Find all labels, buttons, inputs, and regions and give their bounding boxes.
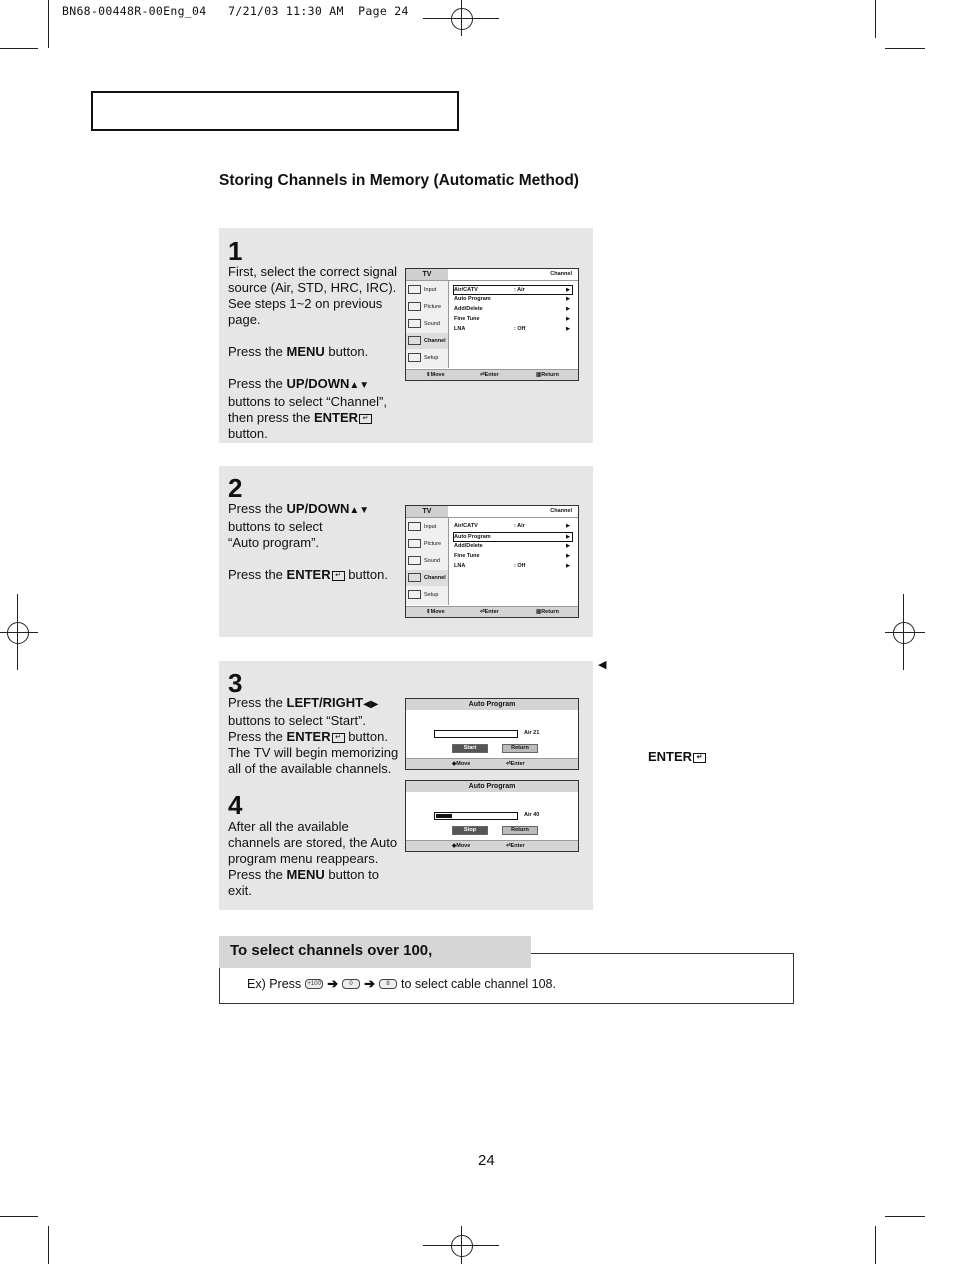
menu-sidebar bbox=[406, 281, 449, 368]
text-line: buttons to select bbox=[228, 519, 323, 534]
menu-item-sound: Sound bbox=[406, 316, 448, 332]
picture-icon bbox=[408, 302, 421, 311]
registration-line bbox=[0, 632, 38, 633]
enter-icon: ↵ bbox=[359, 414, 372, 424]
text-line: exit. bbox=[228, 883, 252, 898]
registration-line bbox=[461, 0, 462, 36]
registration-mark bbox=[451, 1235, 473, 1257]
text-line: Press the UP/DOWN▲▼ bbox=[228, 501, 370, 516]
registration-mark bbox=[893, 622, 915, 644]
return-button: Return bbox=[502, 744, 538, 753]
text-line: See steps 1~2 on previous bbox=[228, 296, 383, 311]
menu-item-input: Input bbox=[406, 282, 448, 298]
stop-button: Stop bbox=[452, 826, 488, 835]
step-1-text bbox=[228, 264, 403, 442]
step-1-number: 1 bbox=[228, 236, 243, 266]
registration-line bbox=[461, 1226, 462, 1264]
menu-item-setup: Setup bbox=[406, 350, 448, 366]
text-line: button. bbox=[228, 426, 268, 441]
crop-mark bbox=[875, 0, 876, 38]
antenna-icon bbox=[408, 336, 421, 345]
menu-title: Channel bbox=[550, 271, 572, 277]
menu-row-add-delete: Add/Delete ▶ bbox=[454, 306, 570, 312]
setup-icon bbox=[408, 353, 421, 362]
menu-row-add-delete: Add/Delete ▶ bbox=[454, 543, 570, 549]
text-line: Press the UP/DOWN▲▼ bbox=[228, 376, 370, 391]
progress-bar bbox=[434, 730, 518, 738]
tv-tab: TV bbox=[406, 269, 448, 280]
crop-mark bbox=[48, 1226, 49, 1264]
enter-icon: ↵ bbox=[693, 753, 706, 763]
text-line: Press the LEFT/RIGHT◀▶ bbox=[228, 695, 379, 710]
menu-item-setup: Setup bbox=[406, 587, 448, 603]
auto-program-footer: ◆ Move ⏎ Enter bbox=[406, 758, 578, 769]
menu-footer: ⇕ Move ⏎ Enter ▥ Return bbox=[406, 369, 578, 380]
text-line: then press the ENTER ↵ bbox=[228, 410, 403, 426]
auto-program-footer: ◆ Move ⏎ Enter bbox=[406, 840, 578, 851]
text-line: After all the available bbox=[228, 819, 349, 834]
menu-row-lna: LNA : Off ▶ bbox=[454, 326, 570, 332]
text-line: First, select the correct signal bbox=[228, 264, 398, 279]
menu-title: Channel bbox=[550, 508, 572, 514]
crop-mark bbox=[0, 1216, 38, 1217]
example-label: Ex) Press bbox=[247, 977, 302, 991]
enter-icon: ↵ bbox=[332, 733, 345, 743]
auto-program-screen-stop bbox=[405, 780, 579, 852]
menu-row-air-catv: Air/CATV : Air ▶ bbox=[454, 523, 570, 529]
start-button: Start bbox=[452, 744, 488, 753]
crop-mark bbox=[885, 1216, 925, 1217]
channel-readout: Air 40 bbox=[524, 812, 540, 818]
step-3-text bbox=[228, 695, 403, 777]
tv-channel-menu-screen bbox=[405, 505, 579, 618]
text-line: The TV will begin memorizing bbox=[228, 745, 399, 760]
enter-icon: ↵ bbox=[332, 571, 345, 581]
text-line: Press the MENU button. bbox=[228, 344, 369, 359]
registration-line bbox=[903, 594, 904, 670]
menu-item-sound: Sound bbox=[406, 553, 448, 569]
picture-icon bbox=[408, 539, 421, 548]
menu-row-fine-tune: Fine Tune ▶ bbox=[454, 316, 570, 322]
eight-button-icon: 8 bbox=[379, 979, 397, 989]
crop-mark bbox=[0, 48, 38, 49]
up-down-arrow-icon: ▲▼ bbox=[349, 505, 370, 516]
input-icon bbox=[408, 522, 421, 531]
tv-channel-menu-screen bbox=[405, 268, 579, 381]
menu-row-auto-program: Auto Program ▶ bbox=[453, 532, 573, 542]
menu-item-channel: Channel bbox=[406, 570, 448, 586]
registration-line bbox=[17, 594, 18, 670]
auto-program-screen-start bbox=[405, 698, 579, 770]
menu-row-auto-program: Auto Program ▶ bbox=[454, 296, 570, 302]
progress-bar bbox=[434, 812, 518, 820]
arrow-right-icon: ➔ bbox=[364, 976, 375, 991]
input-icon bbox=[408, 285, 421, 294]
crop-mark bbox=[48, 0, 49, 48]
auto-program-title: Auto Program bbox=[406, 699, 578, 710]
channel-readout: Air 21 bbox=[524, 730, 540, 736]
text-line: buttons to select “Start”. bbox=[228, 713, 367, 728]
text-line: program menu reappears. bbox=[228, 851, 379, 866]
menu-footer: ⇕ Move ⏎ Enter ▥ Return bbox=[406, 606, 578, 617]
speaker-icon bbox=[408, 319, 421, 328]
text-line: Press the MENU button to bbox=[228, 867, 380, 882]
plus-100-button-icon: +100 bbox=[305, 979, 323, 989]
menu-item-picture: Picture bbox=[406, 536, 448, 552]
registration-mark bbox=[451, 8, 473, 30]
speaker-icon bbox=[408, 556, 421, 565]
text-line: “Auto program”. bbox=[228, 535, 320, 550]
menu-item-channel: Channel bbox=[406, 333, 448, 349]
page-number: 24 bbox=[478, 1152, 495, 1169]
step-4-text bbox=[228, 819, 403, 899]
text-line: Press the ENTER ↵ button. bbox=[228, 567, 388, 582]
left-arrow-icon: ◀ bbox=[598, 659, 607, 671]
menu-row-lna: LNA : Off ▶ bbox=[454, 563, 570, 569]
antenna-icon bbox=[408, 573, 421, 582]
registration-line bbox=[885, 632, 925, 633]
tip-title: To select channels over 100, bbox=[230, 942, 433, 959]
setup-icon bbox=[408, 590, 421, 599]
step-4-number: 4 bbox=[228, 790, 243, 820]
menu-sidebar bbox=[406, 518, 449, 605]
text-line: channels are stored, the Auto bbox=[228, 835, 398, 850]
text-line: source (Air, STD, HRC, IRC). bbox=[228, 280, 397, 295]
text-line: page. bbox=[228, 312, 261, 327]
tv-tab: TV bbox=[406, 506, 448, 517]
menu-item-picture: Picture bbox=[406, 299, 448, 315]
step-3-number: 3 bbox=[228, 668, 243, 698]
up-down-arrow-icon: ▲▼ bbox=[349, 380, 370, 391]
text-line: all of the available channels. bbox=[228, 761, 392, 776]
section-title: Storing Channels in Memory (Automatic Method) bbox=[219, 172, 579, 189]
menu-row-fine-tune: Fine Tune ▶ bbox=[454, 553, 570, 559]
crop-mark bbox=[885, 48, 925, 49]
return-button: Return bbox=[502, 826, 538, 835]
example-suffix: to select cable channel 108. bbox=[401, 977, 556, 991]
text-line: buttons to select “Channel”, bbox=[228, 394, 387, 409]
step-2-text bbox=[228, 501, 403, 583]
tip-example bbox=[247, 976, 556, 992]
step-2-number: 2 bbox=[228, 473, 243, 503]
side-note-enter: ENTER ↵ bbox=[648, 749, 706, 764]
chapter-header-box bbox=[91, 91, 459, 131]
left-right-arrow-icon: ◀▶ bbox=[363, 699, 379, 710]
print-header: BN68-00448R-00Eng_04 7/21/03 11:30 AM Page 24 bbox=[62, 4, 409, 18]
menu-row-air-catv: Air/CATV : Air ▶ bbox=[453, 285, 573, 295]
arrow-right-icon: ➔ bbox=[327, 976, 339, 991]
text-line: Press the ENTER ↵ button. bbox=[228, 729, 388, 744]
auto-program-title: Auto Program bbox=[406, 781, 578, 792]
registration-mark bbox=[7, 622, 29, 644]
zero-button-icon: 0 bbox=[342, 979, 360, 989]
menu-item-input: Input bbox=[406, 519, 448, 535]
crop-mark bbox=[875, 1226, 876, 1264]
